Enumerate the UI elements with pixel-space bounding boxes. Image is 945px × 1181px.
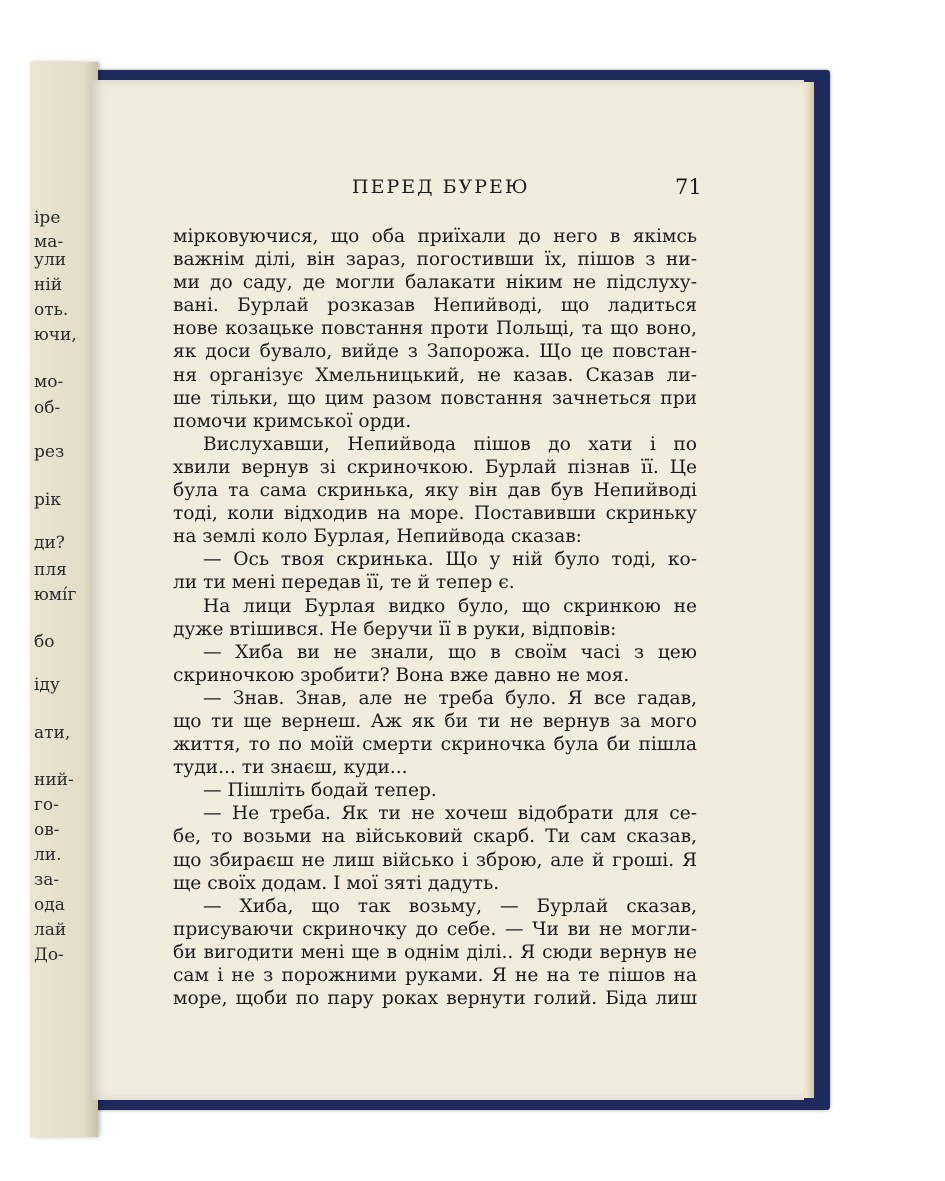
left-page-fragment: іре: [34, 208, 61, 228]
left-page-fragment: ма-: [34, 232, 64, 252]
text-line: ли ти мені передав її, те й тепер є.: [173, 572, 515, 594]
left-page-fragment: ли.: [34, 845, 62, 865]
left-page-fragment: ати,: [34, 723, 71, 743]
running-head: ПЕРЕД БУРЕЮ: [352, 176, 530, 198]
left-page-fragment: ючи,: [34, 325, 77, 345]
left-page-fragment: лай: [34, 920, 67, 940]
left-page-fragment: До-: [34, 945, 64, 965]
text-line: море, щоби по пару роках вернути голий. Біда лиш: [173, 988, 697, 1010]
left-page-fragment: рік: [34, 490, 61, 510]
left-page: [30, 62, 98, 1137]
left-page-fragment: ода: [34, 895, 65, 915]
text-line: ще своїх додам. І мої зяті дадуть.: [173, 872, 500, 894]
text-line: хвили вернув зі скриночкою. Бурлай пізнав її. Це: [173, 456, 697, 478]
text-line: — Знав. Знав, але не треба було. Я все гадав,: [203, 687, 697, 709]
left-page-fragment: оть.: [34, 300, 69, 320]
text-line: ми до саду, де могли балакати ніким не підслуху-: [173, 272, 697, 294]
left-page-fragment: ули: [34, 250, 67, 270]
text-line: що ти ще вернеш. Аж як би ти не вернув за мого: [173, 710, 697, 732]
text-line: — Не треба. Як ти не хочеш відобрати для се-: [203, 803, 697, 825]
text-line: — Пішліть бодай тепер.: [203, 780, 437, 802]
left-page-fragment: пля: [34, 560, 67, 580]
left-page-fragment: го-: [34, 795, 59, 815]
left-page-fragment: бо: [34, 632, 55, 652]
text-line: сам і не з порожними руками. Я не на те пішов на: [173, 965, 697, 986]
text-line: життя, то по моїй смерти скриночка була би пішла: [173, 734, 697, 756]
left-page-fragment: об-: [34, 398, 61, 418]
text-line: присуваючи скриночку до себе. — Чи ви не могли-: [173, 918, 697, 940]
left-page-fragment: ов-: [34, 820, 60, 840]
text-line: туди... ти знаєш, куди...: [173, 757, 408, 779]
text-line: важнім ділі, він зараз, погостивши їх, пішов з ни-: [173, 249, 697, 271]
text-line: тоді, коли відходив на море. Поставивши скриньку: [173, 503, 697, 525]
text-line: помочи кримської орди.: [173, 410, 412, 432]
text-line: — Ось твоя скринька. Що у ній було тоді, ко-: [203, 549, 697, 571]
body-text: [173, 225, 697, 1010]
text-line: ня організує Хмельницький, не казав. Сказав ли-: [173, 364, 697, 386]
text-line: Вислухавши, Непийвода пішов до хати і по: [203, 433, 697, 455]
text-line: скриночкою зробити? Вона вже давно не моя.: [173, 664, 630, 686]
left-page-fragment: іду: [34, 675, 60, 695]
left-page-fragment: ний-: [34, 770, 74, 790]
text-line: ше тільки, що цим разом повстання зачнеться при: [173, 387, 697, 409]
text-line: бе, то возьми на військовий скарб. Ти сам сказав,: [173, 826, 697, 848]
text-line: на землі коло Бурлая, Непийвода сказав:: [173, 526, 582, 548]
text-line: — Хиба ви не знали, що в своїм часі з цею: [203, 641, 697, 663]
text-line: би вигодити мені ще в однім ділі.. Я сюди вернув не: [173, 941, 697, 963]
text-line: нове козацьке повстання проти Польщі, та що воно,: [173, 318, 697, 340]
left-page-fragment: ній: [34, 275, 63, 295]
text-line: була та сама скринька, яку він дав був Непийводі: [173, 480, 697, 502]
left-page-fragment: мо-: [34, 372, 64, 392]
text-line: як доси бувало, вийде з Запорожа. Що це повстан-: [173, 341, 697, 363]
left-page-fragment: за-: [34, 870, 60, 890]
text-line: — Хиба, що так возьму, — Бурлай сказав,: [203, 895, 697, 917]
text-line: дуже втішився. Не беручи її в руки, відповів:: [173, 618, 617, 640]
text-line: що збираєш не лиш військо і зброю, але й гроші. Я: [173, 849, 697, 871]
left-page-fragment: рез: [34, 442, 65, 462]
text-line: На лици Бурлая видко було, що скринкою не: [203, 595, 697, 617]
page-number: 71: [675, 175, 702, 199]
left-page-fragment: юмі́г: [34, 585, 77, 605]
text-line: вані. Бурлай розказав Непийводі, що ладиться: [173, 295, 697, 317]
text-line: мірковуючися, що оба приїхали до него в якімсь: [173, 226, 697, 247]
left-page-fragment: ди?: [34, 533, 65, 553]
